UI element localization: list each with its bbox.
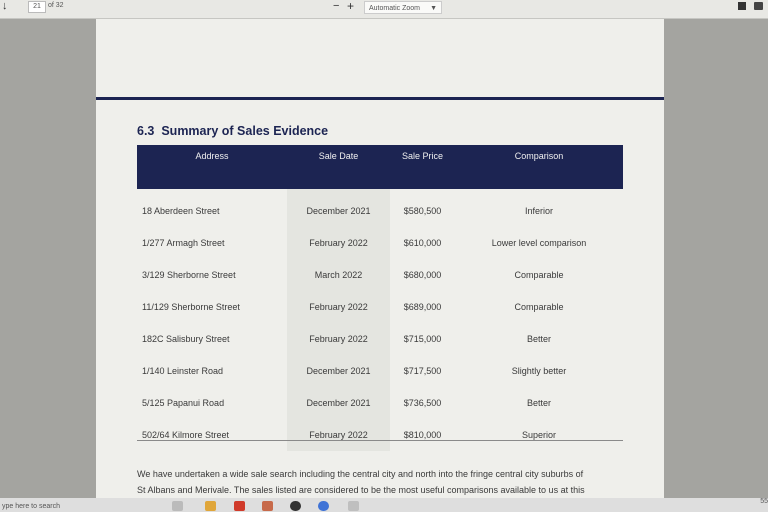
header-divider <box>96 97 664 100</box>
bookmark-icon[interactable] <box>738 2 746 10</box>
column-header-sale-date: Sale Date <box>287 145 390 189</box>
zoom-select[interactable] <box>364 1 442 14</box>
zoom-out-button[interactable]: − <box>333 0 340 12</box>
cell-address: 1/277 Armagh Street <box>142 238 225 248</box>
table-header-row <box>137 145 623 189</box>
cell-comparison: Comparable <box>514 270 564 280</box>
cell-sale-price: $680,000 <box>403 270 442 280</box>
zoom-in-button[interactable]: + <box>347 0 355 13</box>
cell-sale-date: February 2022 <box>287 227 390 259</box>
cell-address: 502/64 Kilmore Street <box>142 430 230 440</box>
table-row <box>137 227 623 259</box>
cell-address: 5/125 Papanui Road <box>142 398 225 408</box>
document-page <box>96 19 664 499</box>
download-icon[interactable]: ↓ <box>2 0 8 12</box>
cell-comparison: Comparable <box>514 302 564 312</box>
cell-sale-date: March 2022 <box>287 259 390 291</box>
cell-sale-date: December 2021 <box>287 387 390 419</box>
table-row <box>137 355 623 387</box>
cell-comparison: Slightly better <box>511 366 567 376</box>
cell-sale-date: February 2022 <box>287 323 390 355</box>
cell-comparison: Superior <box>521 430 557 440</box>
table-row <box>137 387 623 419</box>
table-row <box>137 259 623 291</box>
store-icon[interactable] <box>262 501 273 511</box>
column-header-sale-price: Sale Price <box>390 145 455 189</box>
paragraph-line: St Albans and Merivale. The sales listed are considered to be the most useful comparisons available to us at this <box>137 485 585 495</box>
cell-sale-date: February 2022 <box>287 419 390 451</box>
app-icon[interactable] <box>348 501 359 511</box>
cell-comparison: Inferior <box>524 206 553 216</box>
table-row <box>137 291 623 323</box>
column-header-address: Address <box>137 145 287 189</box>
taskbar-search-box[interactable]: ype here to search <box>2 503 60 510</box>
cell-address: 1/140 Leinster Road <box>142 366 224 376</box>
page-count-label: of 32 <box>48 2 64 9</box>
cell-sale-price: $580,500 <box>403 206 442 216</box>
taskbar <box>0 498 768 512</box>
table-row <box>137 189 623 227</box>
cell-address: 18 Aberdeen Street <box>142 206 220 216</box>
column-header-comparison: Comparison <box>455 145 623 189</box>
browser-icon[interactable] <box>318 501 329 511</box>
zoom-value: Automatic Zoom <box>369 5 420 12</box>
cell-address: 3/129 Sherborne Street <box>142 270 236 280</box>
cell-sale-price: $810,000 <box>403 430 442 440</box>
system-tray-clock: 55 <box>760 498 768 505</box>
cell-sale-date: February 2022 <box>287 291 390 323</box>
gmail-icon[interactable] <box>234 501 245 511</box>
cell-sale-price: $715,000 <box>403 334 442 344</box>
cell-sale-price: $689,000 <box>403 302 442 312</box>
section-heading <box>137 124 328 138</box>
cell-sale-price: $610,000 <box>403 238 442 248</box>
page-number-input[interactable]: 21 <box>28 1 46 13</box>
cell-address: 182C Salisbury Street <box>142 334 230 344</box>
table-row <box>137 419 623 451</box>
print-icon[interactable] <box>754 2 763 10</box>
cell-address: 11/129 Sherborne Street <box>142 302 240 312</box>
cell-comparison: Better <box>526 334 551 344</box>
cell-sale-price: $736,500 <box>403 398 442 408</box>
cell-sale-price: $717,500 <box>403 366 442 376</box>
table-row <box>137 323 623 355</box>
sales-evidence-table <box>137 145 623 451</box>
body-paragraph <box>137 466 633 498</box>
app-icon[interactable] <box>290 501 301 511</box>
cell-sale-date: December 2021 <box>287 355 390 387</box>
cell-comparison: Better <box>526 398 551 408</box>
file-explorer-icon[interactable] <box>205 501 216 511</box>
viewer-toolbar <box>0 0 768 19</box>
paragraph-line: We have undertaken a wide sale search including the central city and north into the fringe central city suburbs of <box>137 469 584 479</box>
section-number: 6.3 <box>137 124 155 138</box>
cell-sale-date: December 2021 <box>287 189 390 227</box>
cell-comparison: Lower level comparison <box>491 238 587 248</box>
section-title: Summary of Sales Evidence <box>161 124 329 138</box>
table-bottom-divider <box>137 440 623 441</box>
task-view-icon[interactable] <box>172 501 183 511</box>
chevron-down-icon: ▼ <box>430 5 437 12</box>
